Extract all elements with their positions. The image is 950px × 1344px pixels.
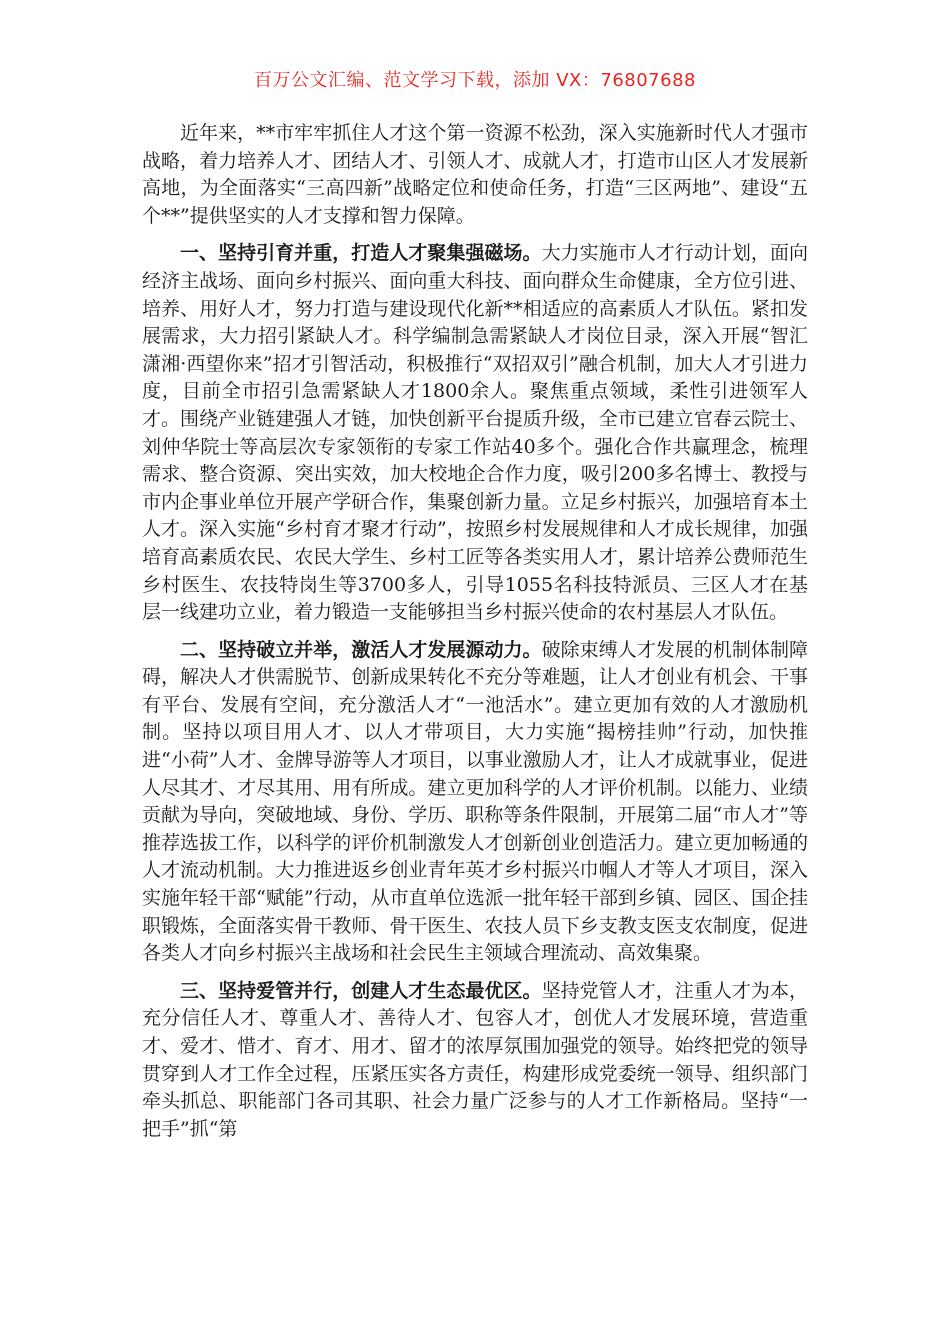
watermark-header: 百万公文汇编、范文学习下载，添加 VX：76807688 (254, 70, 696, 91)
intro-paragraph: 近年来，**市牢牢抓住人才这个第一资源不松劲，深入实施新时代人才强市战略，着力培养人才、团结人才、引领人才、成就人才，打造市山区人才发展新高地，为全面落实“三高四新”战略定位和使命任务，打造“三区两地”、建设“五个**”提供坚实的人才支撑和智力保障。 (142, 122, 808, 227)
section-3-body: 坚持党管人才，注重人才为本，充分信任人才、尊重人才、善待人才、包容人才，创优人才发展环境，营造重才、爱才、惜才、育才、用才、留才的浓厚氛围加强党的领导。始终把党的领导贯穿到人才工作全过程，压紧压实各方责任，构建形成党委统一领导、组织部门牵头抓总、职能部门各司其职、社会力量广泛参与的人才工作新格局。坚持“一把手”抓“第 (142, 979, 808, 1140)
section-3-paragraph (142, 978, 808, 1144)
section-1-heading: 一、坚持引育并重，打造人才聚集强磁场。 (180, 242, 542, 265)
section-2-body: 破除束缚人才发展的机制体制障碍，解决人才供需脱节、创新成果转化不充分等难题，让人才创业有机会、干事有平台、发展有空间，充分激活人才“一池活水”。建立更加有效的人才激励机制。坚持以项目用人才、以人才带项目，大力实施“揭榜挂帅”行动，加快推进“小荷”人才、金牌导游等人才项目，以事业激励人才，让人才成就事业，促进人尽其才、才尽其用、用有所成。建立更加科学的人才评价机制。以能力、业绩贡献为导向，突破地域、身份、学历、职称等条件限制，开展第二届“市人才”等推荐选拔工作，以科学的评价机制激发人才创新创业创造活力。建立更加畅通的人才流动机制。大力推进返乡创业青年英才乡村振兴巾帼人才等人才项目，深入实施年轻干部“赋能”行动，从市直单位选派一批年轻干部到乡镇、园区、国企挂职锻炼，全面落实骨干教师、骨干医生、农技人员下乡支教支医支农制度，促进各类人才向乡村振兴主战场和社会民生主领域合理流动、高效集聚。 (142, 638, 808, 965)
section-1-paragraph (142, 240, 808, 626)
section-2-heading: 二、坚持破立并举，激活人才发展源动力。 (180, 638, 542, 661)
section-3-heading: 三、坚持爱管并行，创建人才生态最优区。 (180, 979, 542, 1002)
section-2-paragraph (142, 637, 808, 968)
section-1-body: 大力实施市人才行动计划，面向经济主战场、面向乡村振兴、面向重大科技、面向群众生命健康，全方位引进、培养、用好人才，努力打造与建设现代化新**相适应的高素质人才队伍。紧扣发展需求，大力招引紧缺人才。科学编制急需紧缺人才岗位目录，深入开展“智汇潇湘·西望你来”招才引智活动，积极推行“双招双引”融合机制，加大人才引进力度，目前全市招引急需紧缺人才1800余人。聚焦重点领域，柔性引进领军人才。围绕产业链建强人才链，加快创新平台提质升级，全市已建立官春云院士、刘仲华院士等高层次专家领衔的专家工作站40多个。强化合作共赢理念，梳理需求、整合资源、突出实效，加大校地企合作力度，吸引200多名博士、教授与市内企事业单位开展产学研合作，集聚创新力量。立足乡村振兴，加强培育本土人才。深入实施“乡村育才聚才行动”，按照乡村发展规律和人才成长规律，加强培育高素质农民、农民大学生、乡村工匠等各类实用人才，累计培养公费师范生乡村医生、农技特岗生等3700多人，引导1055名科技特派员、三区人才在基层一线建功立业，着力锻造一支能够担当乡村振兴使命的农村基层人才队伍。 (142, 242, 808, 624)
document-body (142, 120, 808, 1153)
